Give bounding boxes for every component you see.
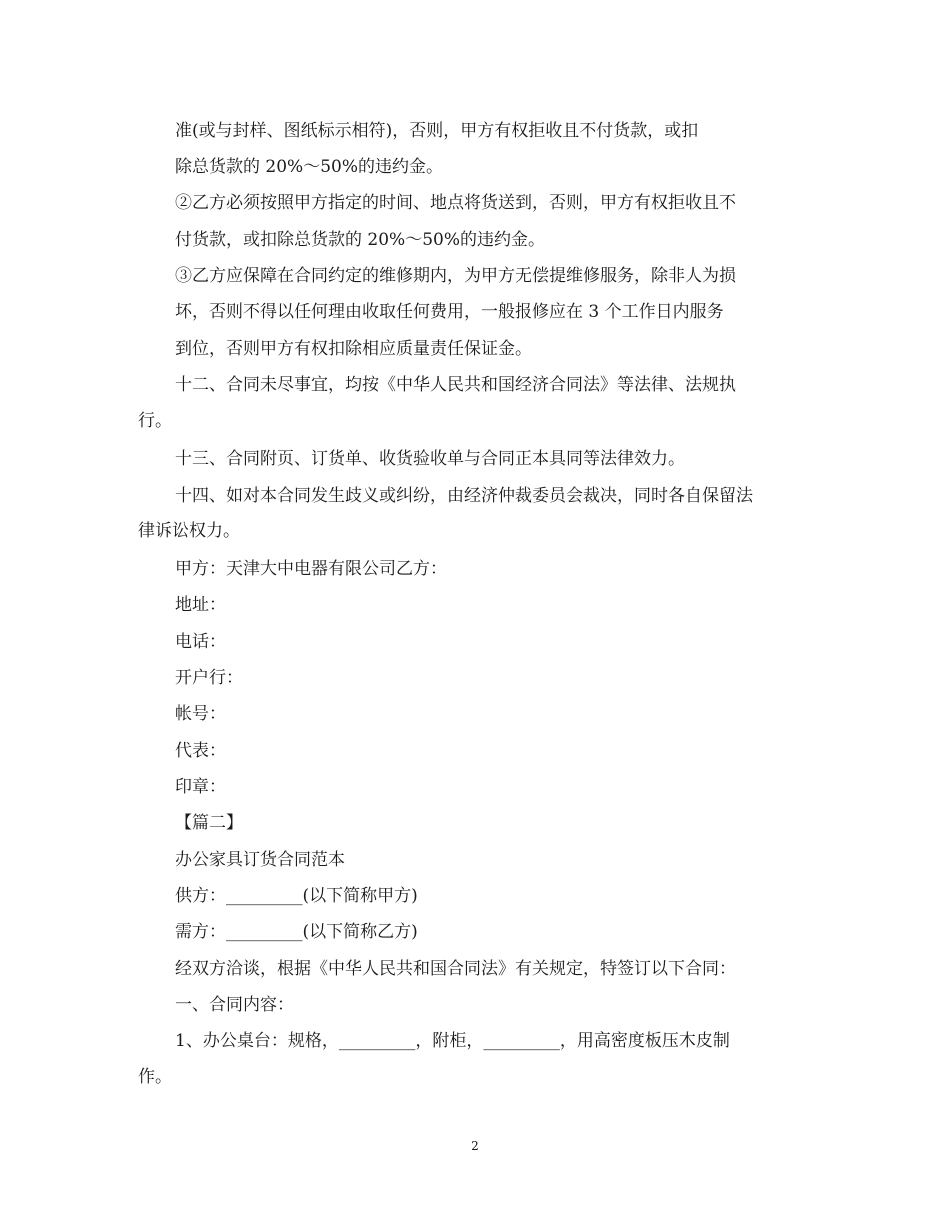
clause-12-continuation: 行。 [138, 411, 172, 431]
supplier-line: 供方：_________(以下简称甲方) [175, 886, 418, 906]
section-heading: 【篇二】 [175, 813, 243, 833]
paragraph-line: 除总货款的 20%～50%的违约金。 [175, 157, 443, 177]
address-label: 地址： [175, 595, 226, 615]
page-number: 2 [471, 1139, 479, 1153]
paragraph-line: ②乙方必须按照甲方指定的时间、地点将货送到，否则，甲方有权拒收且不 [175, 193, 736, 213]
item-1-line: 1、办公桌台：规格，_________，附柜，_________，用高密度板压木皮制 [175, 1031, 730, 1051]
paragraph-line: 坏，否则不得以任何理由收取任何费用，一般报修应在 3 个工作日内服务 [175, 302, 724, 322]
paragraph-line: 付货款，或扣除总货款的 20%～50%的违约金。 [175, 230, 545, 250]
clause-12-line: 十二、合同未尽事宜，均按《中华人民共和国经济合同法》等法律、法规执 [175, 375, 736, 395]
paragraph-line: ③乙方应保障在合同约定的维修期内，为甲方无偿提维修服务，除非人为损 [175, 266, 736, 286]
buyer-line: 需方：_________(以下简称乙方) [175, 922, 418, 942]
item-1-continuation: 作。 [138, 1067, 172, 1087]
seal-label: 印章： [175, 777, 226, 797]
clause-13-line: 十三、合同附页、订货单、收货验收单与合同正本具同等法律效力。 [175, 449, 685, 469]
paragraph-line: 到位，否则甲方有权扣除相应质量责任保证金。 [175, 339, 532, 359]
paragraph-line: 准(或与封样、图纸标示相符)，否则，甲方有权拒收且不付货款，或扣 [175, 121, 699, 141]
preamble-line: 经双方洽谈，根据《中华人民共和国合同法》有关规定，特签订以下合同： [175, 959, 736, 979]
contract-title: 办公家具订货合同范本 [175, 850, 345, 870]
clause-14-line: 十四、如对本合同发生歧义或纠纷，由经济仲裁委员会裁决，同时各自保留法 [175, 486, 753, 506]
representative-label: 代表： [175, 741, 226, 761]
account-label: 帐号： [175, 704, 226, 724]
bank-label: 开户行： [175, 668, 243, 688]
party-a-line: 甲方：天津大中电器有限公司乙方： [175, 559, 447, 579]
clause-14-continuation: 律诉讼权力。 [138, 521, 240, 541]
clause-1-heading: 一、合同内容： [175, 995, 294, 1015]
phone-label: 电话： [175, 632, 226, 652]
